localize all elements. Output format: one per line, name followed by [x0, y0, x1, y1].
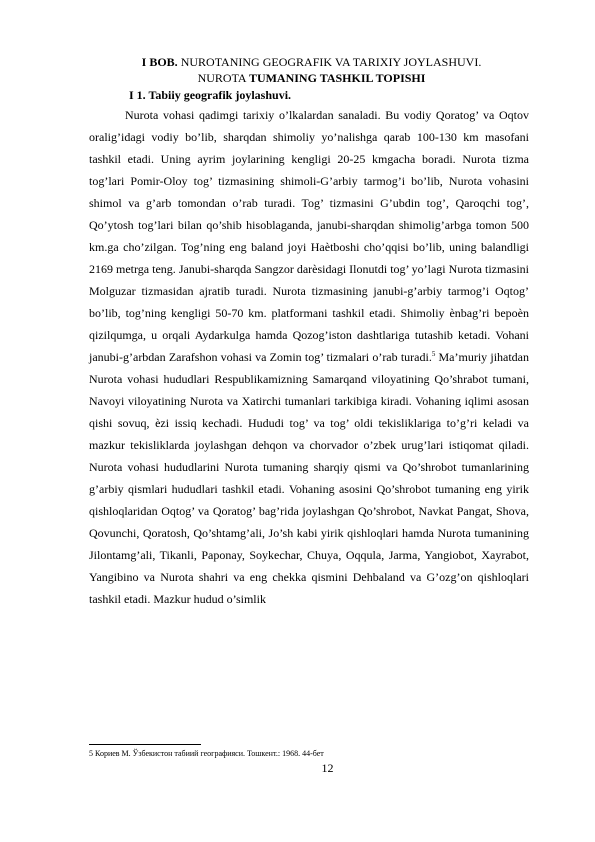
paragraph-text: Nurota vohasi qadimgi tarixiy o’lkalardan sanaladi. Bu vodiy Qoratog’ va Oqtov oralig’idagi vodiy bo’lib, sharqdan shimoliy yo’nalishga qarab 100-130 km masofani tashkil etadi. Uning ayrim joylarining kengligi 20-25 kmgacha boradi. Nurota tizma tog’lari Pomir-Oloy tog’ tizmasining shimoli-G’arbiy tarmog’i bo’lib, Nurota vohasini shimol va g’arb tomondan o’rab turadi. Tog’ tizmasini G’ubdin tog’, Qaroqchi tog’, Qo’ytosh tog’lari bilan qo’shib hisoblaganda, janubi-sharqdan shimolig’arbga tomon 500 km.ga cho’zilgan. Tog’ning eng baland joyi Haѐtboshi cho’qqisi bo’lib, uning balandligi 2169 metrga teng. Janubi-sharqda Sangzor darѐsidagi Ilonutdi tog’ yo’lagi Nurota tizmasini Molguzar tizmasidan ajratib turadi. Nurota tizmasining janubi-g’arbiy tarmog’i Oqtog’ bo’lib, tog’ning kengligi 50-70 km. platformani tashkil etadi. Shimoliy ѐnbag’ri bepoѐn qizilqumga, u orqali Aydarkulga hamda Qozog’iston dashtlariga tutashib ketadi. Vohani janubi-g’arbdan Zarafshon vohasi va Zomin tog’ tizmalari o’rab turadi.: [89, 108, 529, 364]
body-paragraph: [89, 104, 529, 610]
footnote-reference[interactable]: 5: [431, 350, 436, 358]
chapter-title-line1: [90, 54, 533, 70]
page-number: 12: [321, 761, 334, 775]
paragraph-text-continued: Ma’muriy jihatdan Nurota vohasi hududlari Respublikamizning Samarqand viloyatining Qo’shrabot tumani, Navoyi viloyatining Nurota va Xatirchi tumanlari tarkibiga kiradi. Vohaning iqlimi asosan qishi sovuq, ѐzi issiq kechadi. Hududi tog’ va tog’ oldi tekisliklariga to’g’ri keladi va mazkur tekisliklarda joylashgan dehqon va chorvador o’zbek urug’lari istiqomat qiladi. Nurota vohasi hududlarini Nurota tumaning sharqiy qismi va Qo’shrobot tumanlarining g’arbiy qismlari hududlari tashkil etadi. Vohaning asosini Qo’shrobot tumaning eng yirik qishloqlaridan Oqtog’ va Qoratog’ bag’rida joylashgan Qo’shrobot, Navkat Pangat, Shova, Qovunchi, Qoratosh, Qo’shtamg’ali, Jo’sh kabi yirik qishloqlari hamda Nurota tumanining Jilontamg’ali, Tikanli, Paponay, Soykechar, Chuya, Oqqula, Jarma, Yangiobot, Xayrabot, Yangibino va Nurota shahri va eng chekka qismini Dehbaland va G’ozg’on qishloqlari tashkil etadi. Mazkur hudud o’simlik: [89, 350, 530, 606]
footnote-divider: [89, 744, 201, 745]
chapter-title-line2: [90, 70, 533, 86]
chapter-label: I BOB.: [141, 55, 178, 69]
footnote: 5 Кориев М. Ўзбекистон табиий географияси. Тошкент.: 1968. 44-бет: [89, 749, 324, 758]
chapter-title: NUROTANING GEOGRAFIK VA TARIXIY JOYLASHUVI.: [180, 55, 482, 69]
section-heading: I 1. Tabiiy geografik joylashuvi.: [129, 88, 292, 102]
chapter-title-bold: TUMANING TASHKIL TOPISHI: [248, 71, 426, 85]
chapter-title-prefix: NUROTA: [197, 71, 246, 85]
